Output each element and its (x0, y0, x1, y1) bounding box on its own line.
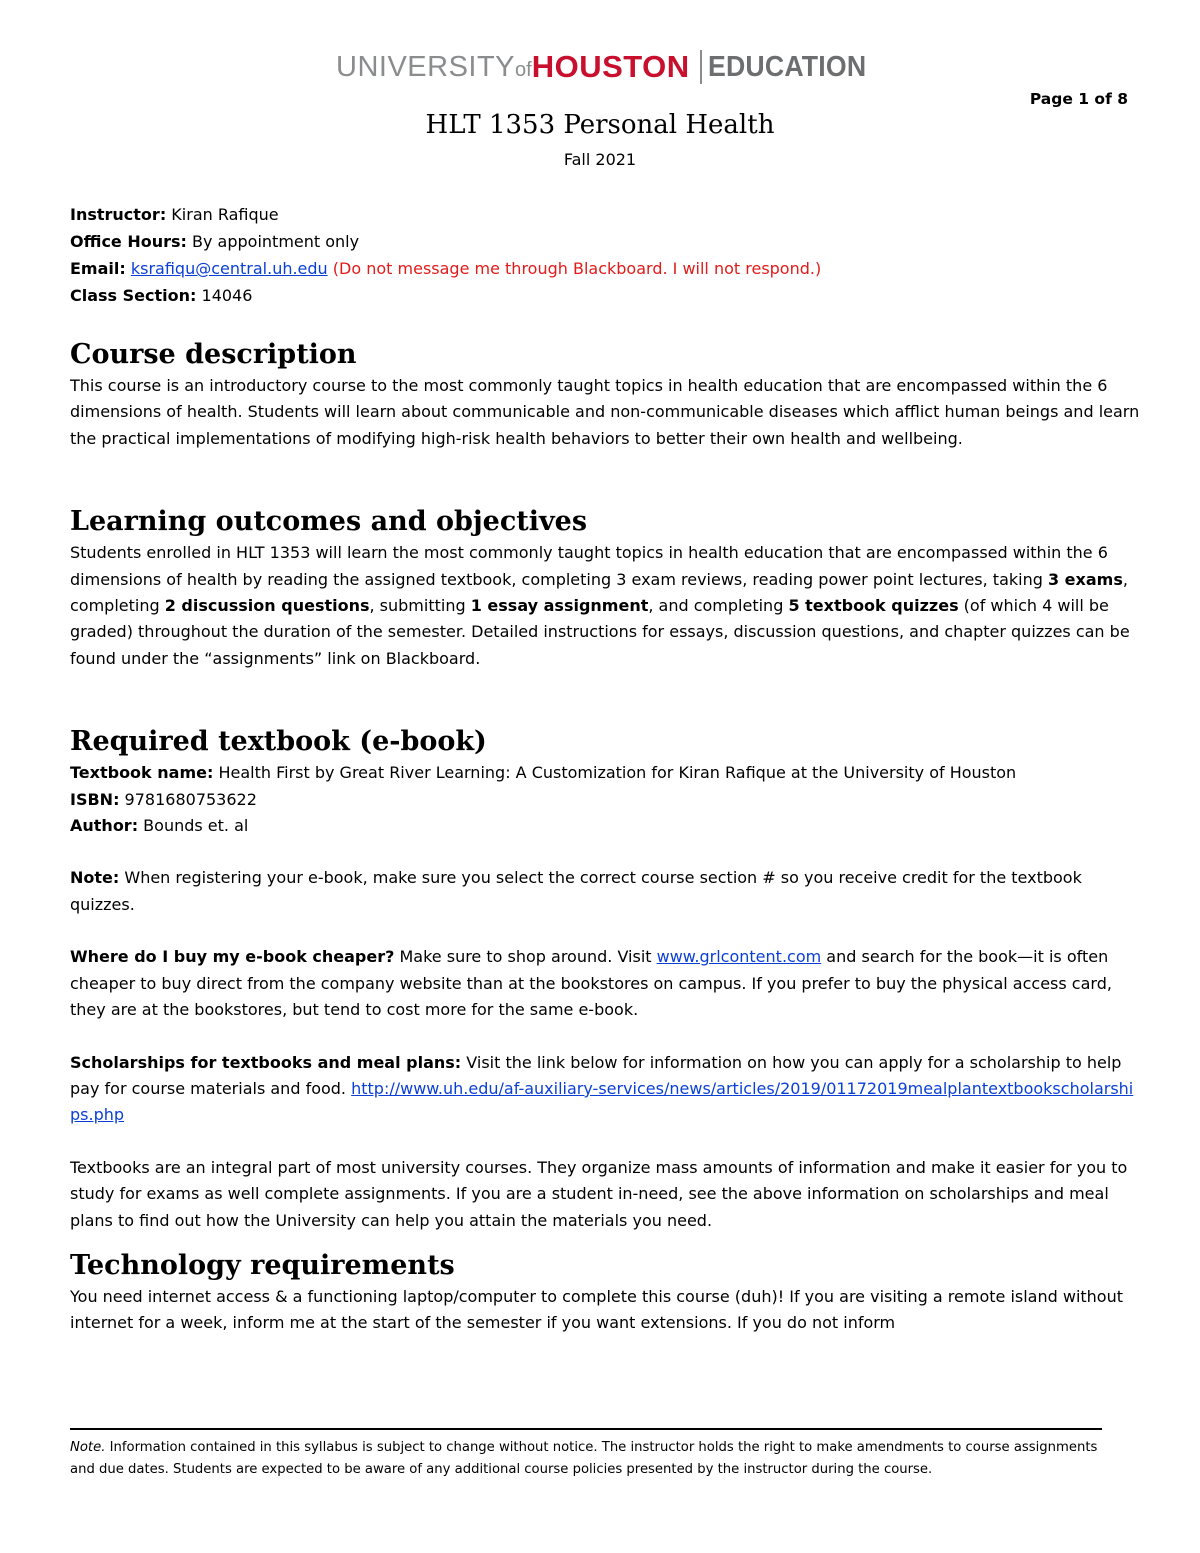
outcomes-text-2: , completing (70, 569, 1128, 616)
instructor-line (70, 201, 1140, 228)
textbook-note (70, 865, 1140, 918)
outcomes-essay: 1 essay assignment (470, 596, 649, 616)
outcomes-text-3: , submitting (369, 596, 471, 616)
scholarships-link[interactable]: http://www.uh.edu/af-auxiliary-services/news/articles/2019/01172019mealplantextbookscholarships.php (70, 1078, 1134, 1125)
email-warning: (Do not message me through Blackboard. I will not respond.) (327, 259, 822, 278)
syllabus-content (70, 201, 1140, 1337)
logo-houston-text: HOUSTON (531, 49, 690, 84)
instructor-label: Instructor: (70, 205, 167, 224)
buy-text-2: and search for the book—it is often cheaper to buy direct from the company website than at the bookstores on campus. If you prefer to buy the physical access card, they are at the bookstores, but tend to cost more for the same e-book. (70, 947, 1112, 1020)
scholarships-label: Scholarships for textbooks and meal plans: (70, 1052, 462, 1072)
author-value: Bounds et. al (138, 816, 249, 836)
textbook-name-value: Health First by Great River Learning: A Customization for Kiran Rafique at the University of Houston (213, 763, 1017, 783)
logo-of-text: of (515, 59, 532, 81)
outcomes-exams: 3 exams (1047, 569, 1123, 589)
buy-cheaper-label: Where do I buy my e-book cheaper? (70, 947, 395, 967)
textbook-integral-paragraph: Textbooks are an integral part of most university courses. They organize mass amounts of information and make it easier for you to study for exams as well complete assignments. If you are a student in-need, see the above information on scholarships and meal plans to find out how the University can help you attain the materials you need. (70, 1157, 1128, 1230)
textbook-name-line (70, 760, 1140, 786)
office-hours-value: By appointment only (186, 232, 360, 251)
outcomes-quizzes: 5 textbook quizzes (788, 596, 959, 616)
outcomes-text-5: (of which 4 will be graded) throughout the duration of the semester. Detailed instructions for essays, discussion questions, and chapter quizzes can be found under the “assignments” link on Blackboard. (70, 596, 1130, 668)
instructor-value: Kiran Rafique (166, 205, 279, 224)
footer-note (70, 1437, 1110, 1481)
grlcontent-link[interactable]: www.grlcontent.com (656, 947, 822, 967)
required-textbook-heading: Required textbook (e-book) (70, 726, 487, 758)
scholarships-paragraph (70, 1050, 1140, 1129)
outcomes-discussions: 2 discussion questions (164, 596, 370, 616)
outcomes-text-4: , and completing (648, 596, 789, 616)
course-title: HLT 1353 Personal Health (425, 110, 775, 140)
course-description-text: This course is an introductory course to the most commonly taught topics in health education that are encompassed within the 6 dimensions of health. Students will learn about communicable and non-communicable diseases which afflict human beings and learn the practical implementations of modifying high-risk health behaviors to better their own health and wellbeing. (70, 376, 1140, 448)
outcomes-text-1: Students enrolled in HLT 1353 will learn the most commonly taught topics in health education that are encompassed within the 6 dimensions of health by reading the assigned textbook, completing 3 exam reviews, reading power point lectures, taking (70, 543, 1108, 589)
technology-requirements-text: You need internet access & a functioning laptop/computer to complete this course (duh)! If you are visiting a remote island without internet for a week, inform me at the start of the semester if you want extensions. If you do not inform (70, 1286, 1124, 1333)
textbook-name-label: Textbook name: (70, 763, 214, 783)
course-term: Fall 2021 (563, 150, 637, 169)
email-line (70, 255, 1140, 282)
learning-outcomes-text (70, 540, 1140, 672)
course-description-heading: Course description (70, 339, 357, 370)
logo-education-text: EDUCATION (707, 51, 866, 83)
isbn-value: 9781680753622 (119, 789, 257, 809)
office-hours-label: Office Hours: (70, 232, 187, 251)
page-number: Page 1 of 8 (1029, 90, 1128, 108)
buy-text-1: Make sure to shop around. Visit (394, 947, 657, 967)
technology-requirements-heading: Technology requirements (70, 1249, 455, 1281)
university-logo (336, 50, 880, 84)
learning-outcomes-heading: Learning outcomes and objectives (70, 506, 588, 538)
scholarships-text: Visit the link below for information on how you can apply for a scholarship to help pay for course materials and food. (70, 1052, 1122, 1098)
email-link[interactable]: ksrafiqu@central.uh.edu (130, 259, 328, 278)
class-section-line (70, 282, 1140, 309)
note-label: Note: (70, 868, 120, 888)
logo-university-text: UNIVERSITY (336, 51, 516, 83)
footer-note-label: Note. (70, 1440, 106, 1455)
class-section-label: Class Section: (70, 286, 197, 305)
logo-divider (700, 50, 702, 84)
footer-divider (70, 1428, 1102, 1430)
note-text: When registering your e-book, make sure you select the correct course section # so you receive credit for the textbook quizzes. (70, 868, 1082, 914)
author-label: Author: (70, 816, 139, 836)
isbn-label: ISBN: (70, 789, 120, 809)
buy-cheaper-paragraph (70, 944, 1140, 1023)
class-section-value: 14046 (196, 286, 253, 305)
isbn-line (70, 787, 1140, 813)
author-line (70, 813, 1140, 839)
footer-note-text: Information contained in this syllabus is subject to change without notice. The instructor holds the right to make amendments to course assignments and due dates. Students are expected to be aware of any additional course policies presented by the instructor during the course. (70, 1440, 1098, 1477)
office-hours-line (70, 228, 1140, 255)
email-label: Email: (70, 259, 126, 278)
